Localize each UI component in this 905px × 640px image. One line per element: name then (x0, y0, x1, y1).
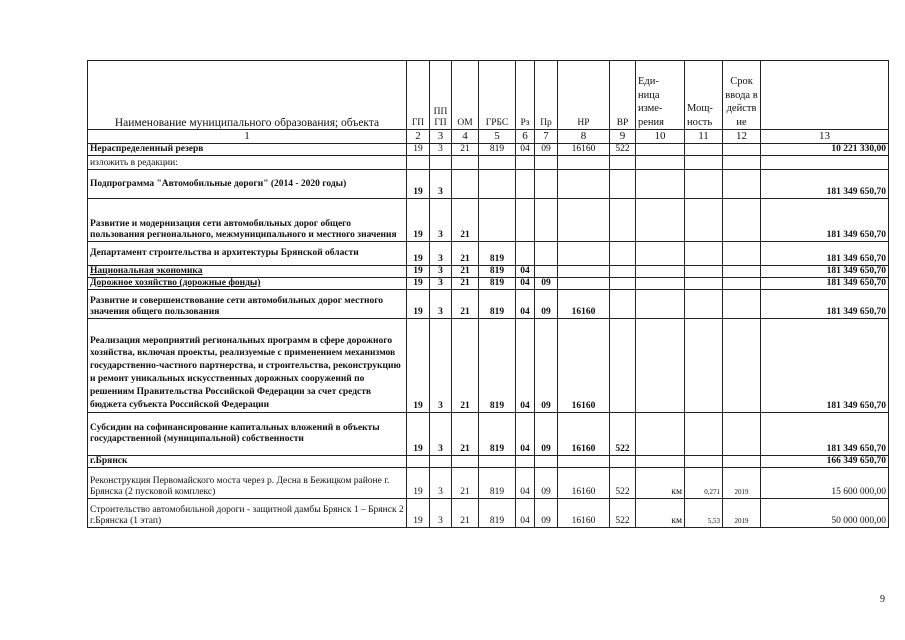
header-term-line4: ие (736, 116, 747, 128)
header-unit-line4: рения (638, 116, 664, 128)
cell-empty (558, 156, 610, 170)
col-number: 9 (610, 130, 636, 144)
cell-vr (610, 199, 636, 242)
cell-nr (558, 456, 610, 468)
cell-unit (636, 144, 685, 156)
cell-unit (636, 242, 685, 266)
cell-pr (535, 266, 558, 278)
table-row (88, 290, 889, 319)
col-number: 4 (452, 130, 479, 144)
row-name: Субсидии на софинансирование капитальных вложений в объекты государственной (муниципальной) собственности (88, 413, 407, 456)
cell-empty (407, 156, 430, 170)
cell-unit (636, 199, 685, 242)
cell-pr (535, 242, 558, 266)
cell-om: 21 (452, 242, 479, 266)
cell-gp (407, 456, 430, 468)
cell-pp: 3 (430, 170, 452, 199)
cell-grbs: 819 (479, 144, 516, 156)
cell-amount: 181 349 650,70 (761, 278, 889, 290)
cell-gp: 19 (407, 199, 430, 242)
col-number: 2 (407, 130, 430, 144)
cell-om: 21 (452, 266, 479, 278)
cell-om: 21 (452, 468, 479, 499)
cell-grbs (479, 170, 516, 199)
header-name: Наименование муниципального образования; объекта (88, 61, 407, 130)
cell-term (723, 266, 761, 278)
header-capacity (685, 61, 723, 130)
header-cap-line1: Мощ- (687, 103, 713, 114)
cell-amount: 181 349 650,70 (761, 319, 889, 413)
cell-capacity (685, 170, 723, 199)
cell-om (452, 170, 479, 199)
col-number: 11 (685, 130, 723, 144)
header-unit-line2: ница (638, 89, 660, 101)
amendment-text: изложить в редакции: (88, 156, 407, 170)
cell-unit (636, 456, 685, 468)
cell-rz (516, 170, 535, 199)
header-unit-line1: Еди- (638, 76, 659, 87)
cell-vr (610, 290, 636, 319)
cell-rz: 04 (516, 278, 535, 290)
cell-pp: 3 (430, 266, 452, 278)
header-vr: ВР (610, 61, 636, 130)
table-row (88, 278, 889, 290)
cell-amount: 181 349 650,70 (761, 413, 889, 456)
cell-pp: 3 (430, 499, 452, 528)
cell-om (452, 456, 479, 468)
col-number: 10 (636, 130, 685, 144)
cell-empty (761, 156, 889, 170)
cell-term (723, 199, 761, 242)
cell-capacity (685, 413, 723, 456)
row-name: Департамент строительства и архитектуры Брянской области (88, 242, 407, 266)
cell-pr (535, 199, 558, 242)
cell-empty (685, 156, 723, 170)
cell-term (723, 170, 761, 199)
cell-nr: 16160 (558, 144, 610, 156)
cell-nr: 16160 (558, 319, 610, 413)
cell-term (723, 144, 761, 156)
cell-pr (535, 456, 558, 468)
cell-amount: 15 600 000,00 (761, 468, 889, 499)
cell-grbs: 819 (479, 319, 516, 413)
cell-gp: 19 (407, 290, 430, 319)
cell-gp: 19 (407, 468, 430, 499)
col-number: 3 (430, 130, 452, 144)
cell-term (723, 456, 761, 468)
cell-amount: 181 349 650,70 (761, 290, 889, 319)
cell-gp: 19 (407, 266, 430, 278)
table-row (88, 199, 889, 242)
cell-gp: 19 (407, 413, 430, 456)
row-name: Дорожное хозяйство (дорожные фонды) (88, 278, 407, 290)
cell-pp: 3 (430, 144, 452, 156)
header-grbs: ГРБС (479, 61, 516, 130)
cell-empty (479, 156, 516, 170)
row-name: Реконструкция Первомайского моста через р. Десна в Бежицком районе г. Брянска (2 пусковой комплекс) (88, 468, 407, 499)
cell-vr: 522 (610, 144, 636, 156)
cell-rz: 04 (516, 290, 535, 319)
column-number-row (88, 130, 889, 144)
cell-om: 21 (452, 199, 479, 242)
cell-om: 21 (452, 499, 479, 528)
cell-grbs: 819 (479, 468, 516, 499)
cell-term (723, 290, 761, 319)
header-term (723, 61, 761, 130)
cell-vr (610, 319, 636, 413)
cell-pp: 3 (430, 413, 452, 456)
cell-rz (516, 242, 535, 266)
cell-rz: 04 (516, 144, 535, 156)
cell-nr: 16160 (558, 468, 610, 499)
cell-grbs: 819 (479, 278, 516, 290)
header-cap-line2: ность (687, 116, 713, 128)
cell-gp: 19 (407, 319, 430, 413)
cell-pr: 09 (535, 319, 558, 413)
cell-pp: 3 (430, 468, 452, 499)
row-name: г.Брянск (88, 456, 407, 468)
cell-om: 21 (452, 144, 479, 156)
cell-om: 21 (452, 319, 479, 413)
header-pr: Пр (535, 61, 558, 130)
row-name: Подпрограмма "Автомобильные дороги" (2014 - 2020 годы) (88, 170, 407, 199)
row-name: Нераспределенный резерв (88, 144, 407, 156)
cell-nr (558, 278, 610, 290)
table-row (88, 266, 889, 278)
table-row (88, 413, 889, 456)
cell-capacity (685, 266, 723, 278)
cell-gp: 19 (407, 144, 430, 156)
col-number: 1 (88, 130, 407, 144)
cell-unit (636, 170, 685, 199)
cell-pp: 3 (430, 199, 452, 242)
cell-term (723, 319, 761, 413)
cell-nr: 16160 (558, 290, 610, 319)
cell-amount: 181 349 650,70 (761, 242, 889, 266)
cell-rz (516, 199, 535, 242)
cell-empty (610, 156, 636, 170)
cell-vr (610, 278, 636, 290)
cell-term: 2019 (723, 468, 761, 499)
header-term-line1: Срок (730, 76, 753, 87)
cell-vr (610, 456, 636, 468)
cell-capacity: 0,271 (685, 468, 723, 499)
cell-unit (636, 413, 685, 456)
cell-grbs: 819 (479, 266, 516, 278)
cell-amount: 181 349 650,70 (761, 266, 889, 278)
cell-empty (636, 156, 685, 170)
cell-capacity (685, 278, 723, 290)
cell-gp: 19 (407, 170, 430, 199)
cell-capacity (685, 290, 723, 319)
cell-rz (516, 456, 535, 468)
cell-rz: 04 (516, 319, 535, 413)
cell-capacity: 5,53 (685, 499, 723, 528)
cell-pr (535, 170, 558, 199)
col-number: 5 (479, 130, 516, 144)
cell-vr: 522 (610, 468, 636, 499)
cell-rz: 04 (516, 266, 535, 278)
header-rz: Рз (516, 61, 535, 130)
cell-nr (558, 199, 610, 242)
header-pp-line2: ГП (434, 118, 447, 128)
col-number: 6 (516, 130, 535, 144)
cell-vr (610, 266, 636, 278)
cell-vr: 522 (610, 413, 636, 456)
cell-capacity (685, 199, 723, 242)
col-number: 7 (535, 130, 558, 144)
header-row (88, 61, 889, 130)
cell-vr (610, 242, 636, 266)
cell-gp: 19 (407, 242, 430, 266)
cell-pr: 09 (535, 144, 558, 156)
col-number: 13 (761, 130, 889, 144)
table-row (88, 170, 889, 199)
cell-pr: 09 (535, 290, 558, 319)
cell-empty (452, 156, 479, 170)
cell-pp: 3 (430, 278, 452, 290)
row-name: Строительство автомобильной дороги - защитной дамбы Брянск 1 – Брянск 2 г.Брянска (1 этап) (88, 499, 407, 528)
col-number: 8 (558, 130, 610, 144)
header-om: ОМ (452, 61, 479, 130)
header-amount (761, 61, 889, 130)
table-row (88, 156, 889, 170)
cell-pr: 09 (535, 278, 558, 290)
cell-pp: 3 (430, 242, 452, 266)
cell-unit (636, 319, 685, 413)
cell-rz: 04 (516, 413, 535, 456)
table-row (88, 144, 889, 156)
cell-term (723, 278, 761, 290)
cell-grbs: 819 (479, 242, 516, 266)
cell-unit: км (636, 499, 685, 528)
cell-grbs (479, 456, 516, 468)
cell-pr: 09 (535, 413, 558, 456)
row-name: Реализация мероприятий региональных программ в сфере дорожного хозяйства, включая проекты, реализуемые с применением механизмов государственно-частного партнерства, и строительства, реконструкцию и ремонт уникальных искусственных дорожных сооружений по решениям Правительства Российской Федерации за счет средств бюджета субъекта Российской Федерации (88, 319, 407, 413)
row-name: Национальная экономика (88, 266, 407, 278)
col-number: 12 (723, 130, 761, 144)
cell-gp: 19 (407, 278, 430, 290)
cell-nr (558, 242, 610, 266)
header-pp-line1: ПП (433, 107, 448, 117)
row-name: Развитие и совершенствование сети автомобильных дорог местного значения общего пользования (88, 290, 407, 319)
header-nr: НР (558, 61, 610, 130)
cell-pr: 09 (535, 468, 558, 499)
cell-vr: 522 (610, 499, 636, 528)
cell-om: 21 (452, 278, 479, 290)
cell-term (723, 242, 761, 266)
header-pp-gp (430, 61, 452, 130)
cell-term: 2019 (723, 499, 761, 528)
cell-unit (636, 266, 685, 278)
cell-empty (723, 156, 761, 170)
cell-amount: 10 221 330,00 (761, 144, 889, 156)
cell-pp: 3 (430, 290, 452, 319)
cell-unit: км (636, 468, 685, 499)
cell-om: 21 (452, 413, 479, 456)
header-gp: ГП (407, 61, 430, 130)
cell-amount: 50 000 000,00 (761, 499, 889, 528)
cell-pr: 09 (535, 499, 558, 528)
budget-table (87, 60, 889, 528)
cell-pp: 3 (430, 319, 452, 413)
cell-nr: 16160 (558, 499, 610, 528)
cell-om: 21 (452, 290, 479, 319)
page-number: 9 (880, 594, 885, 605)
cell-term (723, 413, 761, 456)
cell-grbs: 819 (479, 290, 516, 319)
cell-capacity (685, 144, 723, 156)
cell-vr (610, 170, 636, 199)
table-row (88, 468, 889, 499)
cell-gp: 19 (407, 499, 430, 528)
cell-nr (558, 170, 610, 199)
cell-amount: 181 349 650,70 (761, 170, 889, 199)
cell-grbs: 819 (479, 499, 516, 528)
header-term-line2: ввода в (725, 89, 758, 101)
cell-grbs (479, 199, 516, 242)
cell-rz: 04 (516, 468, 535, 499)
cell-amount: 166 349 650,70 (761, 456, 889, 468)
header-unit-line3: изме- (638, 103, 663, 114)
cell-capacity (685, 456, 723, 468)
cell-rz: 04 (516, 499, 535, 528)
table-row (88, 456, 889, 468)
cell-nr (558, 266, 610, 278)
cell-empty (430, 156, 452, 170)
cell-unit (636, 290, 685, 319)
cell-empty (516, 156, 535, 170)
cell-capacity (685, 319, 723, 413)
table-row (88, 499, 889, 528)
cell-amount: 181 349 650,70 (761, 199, 889, 242)
header-term-line3: действ (726, 103, 757, 114)
table-row (88, 242, 889, 266)
cell-pp (430, 456, 452, 468)
cell-capacity (685, 242, 723, 266)
table-row (88, 319, 889, 413)
cell-nr: 16160 (558, 413, 610, 456)
cell-grbs: 819 (479, 413, 516, 456)
header-unit (636, 61, 685, 130)
cell-empty (535, 156, 558, 170)
cell-unit (636, 278, 685, 290)
row-name: Развитие и модернизация сети автомобильных дорог общего пользования регионального, межмуниципального и местного значения (88, 199, 407, 242)
